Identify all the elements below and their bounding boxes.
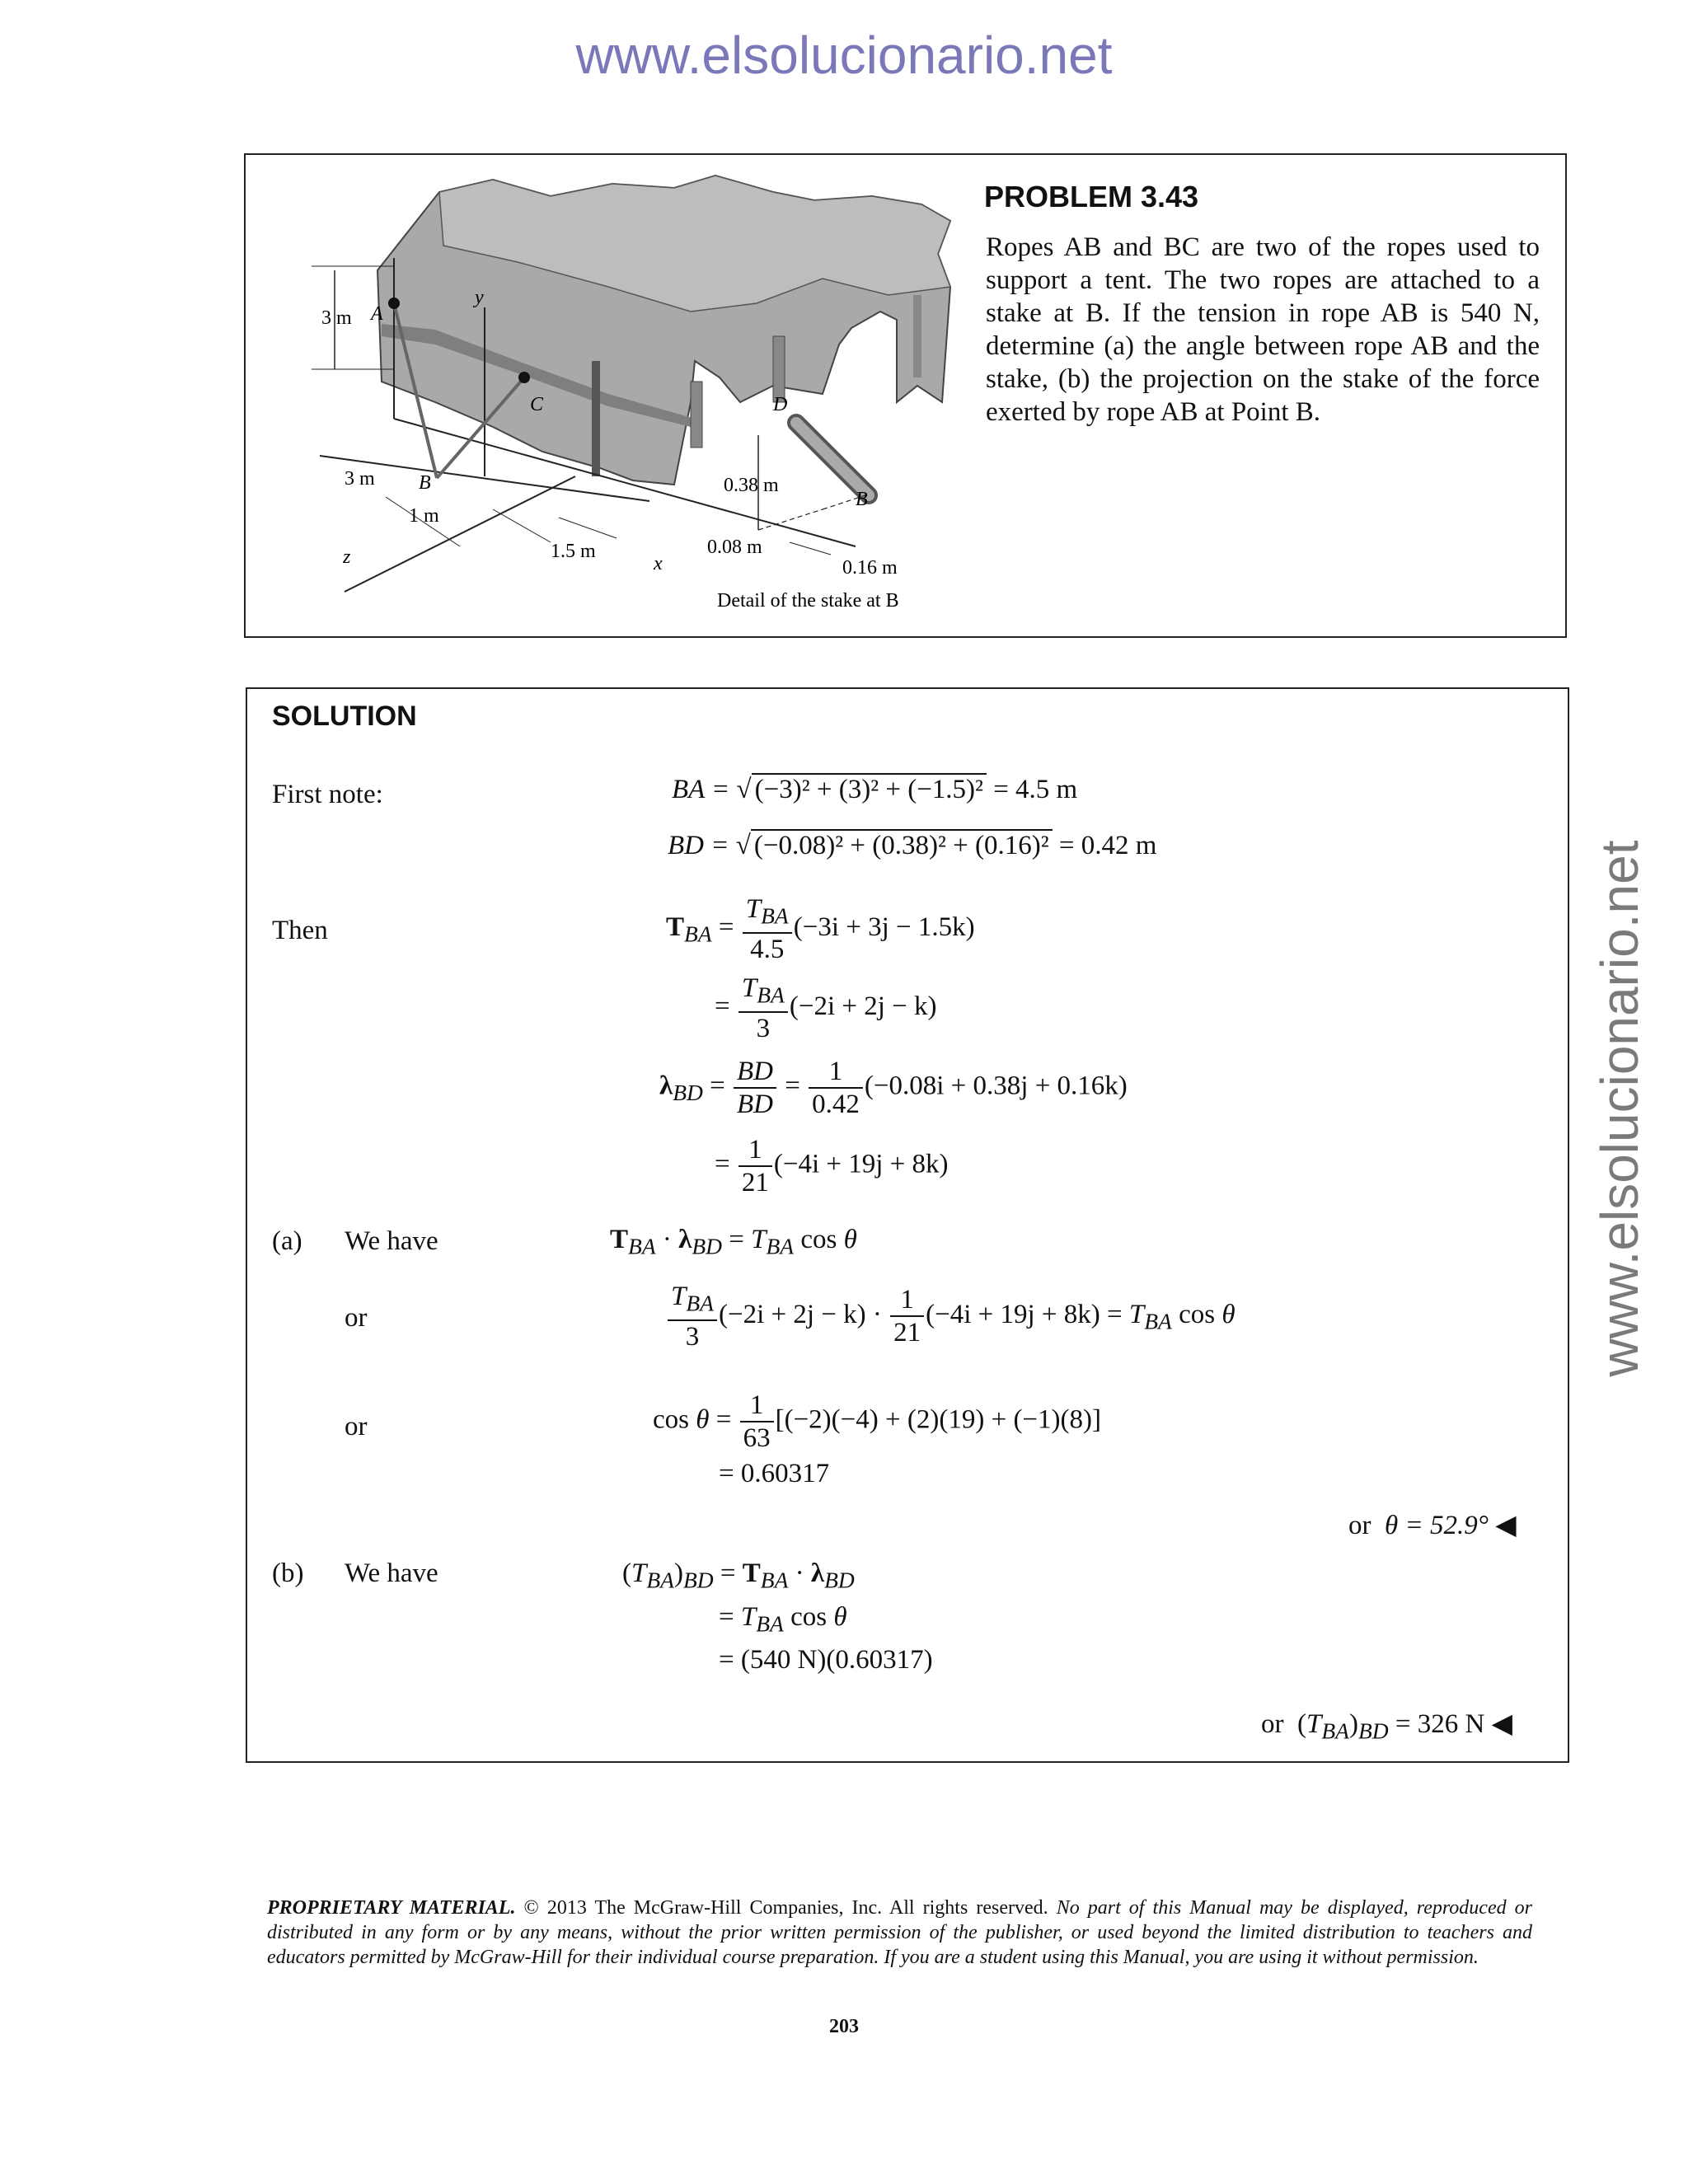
eq-ba-lhs: BA = (672, 775, 730, 804)
eq-ba-rhs: = 4.5 m (993, 775, 1078, 804)
eq-cos-bracket: [(−2)(−4) + (2)(19) + (−1)(8)] (775, 1404, 1101, 1435)
watermark-top: www.elsolucionario.net (575, 26, 1113, 85)
eq-tba-1-den: 4.5 (750, 934, 785, 964)
eq-bd-rhs: = 0.42 m (1058, 831, 1157, 860)
dim-1-5m: 1.5 m (551, 541, 596, 562)
dim-3m-vertical: 3 m (321, 307, 352, 329)
watermark-side-text: www.elsolucionario.net (1590, 840, 1649, 1377)
answer-b-or: or (1261, 1709, 1284, 1739)
label-x: x (654, 553, 663, 574)
eq-bd-lhs: BD = (668, 831, 729, 860)
label-c: C (530, 394, 544, 415)
answer-b-value: = 326 N (1395, 1709, 1485, 1739)
eq-lambda-2: = $\frac{1}{21}$ (−4i + 19j + 8k) (715, 1135, 949, 1197)
eq-tba-2: = $\frac{T_{BA}}{3}$ (−2i + 2j − k) (715, 973, 937, 1043)
eq-tba-2-den: 3 (756, 1013, 771, 1043)
part-b-label: (b) (272, 1558, 304, 1588)
dim-0-38m: 0.38 m (724, 475, 779, 496)
footer-copyright-text: © 2013 The McGraw-Hill Companies, Inc. All rights reserved. (523, 1897, 1048, 1919)
problem-box (244, 153, 1567, 638)
figure-caption: Detail of the stake at B (717, 590, 899, 612)
footer-copyright (267, 1896, 1532, 1970)
eq-dot-definition: $T_{BA} \cdot \lambda_{BD} = T_{BA}$ cos θ (610, 1225, 857, 1259)
label-a: A (371, 303, 383, 325)
eq-cos-value: = 0.60317 (719, 1459, 830, 1488)
eq-tba-1: $T_{BA}$ = $\frac{T_{BA}}{4.5}$ (−3i + 3j − 1.5k) (666, 894, 975, 964)
problem-heading: PROBLEM 3.43 (984, 180, 1199, 213)
pole-3 (773, 336, 785, 402)
eq-projection-3: = (540 N)(0.60317) (719, 1645, 933, 1675)
pole-2 (691, 382, 702, 448)
answer-a-value: θ = 52.9° (1385, 1511, 1489, 1540)
or-label-2: or (345, 1412, 368, 1441)
pole-1 (592, 361, 600, 476)
dim-3m-horizontal: 3 m (345, 468, 375, 490)
first-note-label: First note: (272, 780, 383, 809)
answer-a-or: or (1348, 1511, 1372, 1540)
pole-4 (913, 295, 921, 377)
footer-bold-lead: PROPRIETARY MATERIAL. (267, 1897, 516, 1919)
eq-cos-den: 63 (743, 1423, 771, 1453)
z-axis (345, 476, 575, 592)
eq-lambda-1: $\lambda_{BD}$ = $\frac{BD}{BD}$ = $\frac{1}{0.42}$ (−0.08i + 0.38j + 0.16k) (659, 1057, 1128, 1119)
dim-0-16m: 0.16 m (842, 557, 898, 579)
point-c (518, 372, 530, 383)
solution-heading: SOLUTION (272, 701, 417, 732)
eq-tba-1-vector: (−3i + 3j − 1.5k) (793, 912, 975, 942)
part-a-label: (a) (272, 1226, 302, 1256)
dim-1m: 1 m (409, 505, 439, 527)
eq-ba-radicand: (−3)² + (3)² + (−1.5)² (752, 773, 987, 804)
eq-ba-magnitude: BA = √ (−3)² + (3)² + (−1.5)² = 4.5 m (672, 775, 1078, 804)
then-label: Then (272, 916, 328, 945)
dim-0-08m: 0.08 m (707, 537, 762, 558)
problem-statement: Ropes AB and BC are two of the ropes used to support a tent. The two ropes are attached to a stake at B. If the tension in rope AB is 540 N, determine (a) the angle between rope AB and the stake, (b) the projection on the stake of the force exerted by rope AB at Point B. (986, 232, 1540, 427)
answer-a: or θ = 52.9° ◀ (1348, 1511, 1517, 1540)
part-b-we-have: We have (345, 1558, 438, 1588)
label-d: D (773, 394, 788, 415)
label-y: y (475, 287, 484, 308)
or-label-1: or (345, 1303, 368, 1333)
eq-lambda-2-den: 21 (741, 1168, 769, 1197)
eq-dot-expanded: $\frac{T_{BA}}{3}$ (−2i + 2j − k) · $\frac{1}{21}$ $(-4i + 19j + 8k) = T_{BA}$ cos θ (666, 1281, 1236, 1352)
eq-projection-2: = $T_{BA}$ cos θ (719, 1602, 847, 1637)
eq-cos-theta: cos θ = $\frac{1}{63}$ [(−2)(−4) + (2)(19) + (−1)(8)] (653, 1390, 1101, 1453)
eq-lambda-2-vector: (−4i + 19j + 8k) (773, 1149, 949, 1179)
part-a-we-have: We have (345, 1226, 438, 1256)
answer-b: or $(T_{BA})_{BD} = 326$ N ◀ (1261, 1709, 1512, 1744)
footer-italic-notice: No part of this Manual may be displayed, reproduced or distributed in any form or by any means, without the prior written permission of the publisher, or used beyond the limited distribution to teachers and educators permitted by McGraw-Hill for their individual course preparation. If you are a student using this Manual, you are using it without permission. (267, 1897, 1532, 1968)
eq-projection-1: $(T_{BA})_{BD} = T_{BA} \cdot \lambda_{BD}$ (622, 1558, 855, 1593)
eq-lambda-1-den: 0.42 (812, 1090, 860, 1119)
eq-dot-vector-1: (−2i + 2j − k) · (718, 1299, 882, 1329)
eq-dot-vector-2: (−4i + 19j + 8k) = (926, 1299, 1123, 1329)
eq-bd-radicand: (−0.08)² + (0.38)² + (0.16)² (751, 829, 1053, 860)
eq-tba-2-vector: (−2i + 2j − k) (789, 991, 937, 1021)
page-number: 203 (829, 2016, 859, 2037)
tent-figure (246, 155, 1004, 636)
point-a (388, 298, 400, 309)
label-z: z (343, 546, 351, 568)
label-b: B (419, 472, 431, 494)
solution-box (246, 687, 1569, 1763)
label-b-detail: B (856, 489, 868, 510)
eq-lambda-1-vector: (−0.08i + 0.38j + 0.16k) (864, 1071, 1128, 1101)
eq-bd-magnitude: BD = √ (−0.08)² + (0.38)² + (0.16)² = 0.42 m (668, 831, 1157, 860)
